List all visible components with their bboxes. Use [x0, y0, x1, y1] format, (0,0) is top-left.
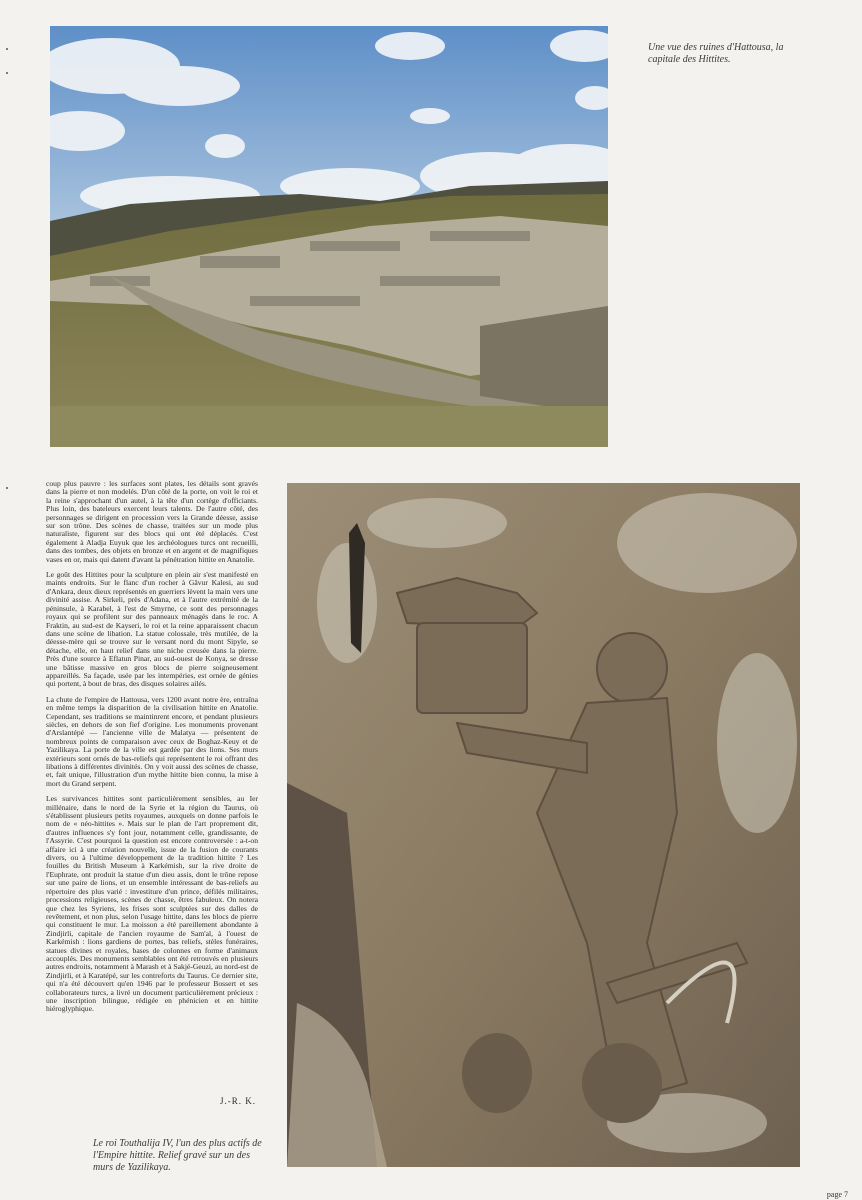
article-paragraph: Les survivances hittites sont particulièrement sensibles, au Ier millénaire, dans le nord de la Syrie et la région du Taurus, où s'établissent plusieurs petits royaumes, auxquels on donne parfois le nom de « néo-hittites ». Mais sur le plan de l'art proprement dit, d'autres influences s'y font jour, notamment celle, grandissante, de l'Assyrie. C'est pourquoi la question est encore controversée : a-t-on affaire ici à une création nouvelle, issue de la fusion de courants divers, ou à l'ultime développement de la tradition hittite ? Les fouilles du British Museum à Karkémish, sur la rive droite de l'Euphrate, ont produit la statue d'un dieu assis, dont le trône repose sur une paire de lions, et un ensemble intéressant de bas-reliefs au répertoire des plus varié : investiture d'un prince, défilés militaires, processions religieuses, scènes de chasse, êtres fabuleux. On notera que chez les Syriens, les frises sont sculptées sur des dalles de revêtement, et non plus, selon l'usage hittite, dans les blocs de pierre qui constituent le mur. La moisson a été pareillement abondante à Zindjirli, capitale de l'ancien royaume de Sam'al, à l'ouest de Karkémish : lions gardiens de portes, bas reliefs, stèles funéraires, statues divines et royales, bases de colonnes en forme d'animaux accouplés. Des monuments semblables ont été retrouvés en plusieurs autres endroits, notamment à Marash et à Sakjé-Geuzi, au nord-est de Zindjirli, et à Karatépé, sur les contreforts du Taurus. Ce dernier site, qui n'a été découvert qu'en 1946 par le professeur Bossert et ses collaborateurs turcs, a livré un document particulièrement précieux : une inscription bilingue, rédigée en phénicien et en hittite hiéroglyphique.: [46, 794, 258, 1014]
ruins-caption: Une vue des ruines d'Hattousa, la capitale des Hittites.: [648, 42, 784, 65]
margin-mark: [6, 48, 8, 50]
article-body: [46, 480, 258, 1021]
relief-caption: Le roi Touthalija IV, l'un des plus actifs de l'Empire hittite. Relief gravé sur un des murs de Yazilikaya.: [93, 1138, 262, 1173]
article-paragraph: Le goût des Hittites pour la sculpture en plein air s'est manifesté en maints endroits. Sur le flanc d'un rocher à Gâvur Kalesi, au sud d'Ankara, deux dieux représentés en guerriers lèvent la main vers une divinité assise. A Sirkeli, près d'Adana, et à l'autre extrémité de la péninsule, à Karabel, à l'est de Smyrne, ce sont des personnages royaux qui se profilent sur des panneaux ménagés dans le roc. A Fraktin, au sud-est de Kayseri, le roi et la reine apparaissent chacun dans une scène de libation. La statue colossale, très mutilée, de la déesse-mère qui se trouve sur le versant nord du mont Sipyle, se détache, elle, en haut relief dans une niche creusée dans la pierre. Près d'une source à Eflatun Pinar, au sud-ouest de Konya, se dresse une bâtisse massive en gros blocs de pierre soigneusement appareillés. Sa façade, usée par les intempéries, est ornée de génies qui portent, à bout de bras, des disques solaires ailés.: [46, 570, 258, 689]
page-number: page 7: [826, 1190, 848, 1199]
margin-mark: [6, 72, 8, 74]
author-signature: J.-R. K.: [220, 1096, 257, 1106]
article-paragraph: coup plus pauvre : les surfaces sont plates, les détails sont gravés dans la pierre et non modelés. D'un côté de la porte, on voit le roi et la reine s'approchant d'un autel, à la tête d'un cortège d'officiants. Plus loin, des bateleurs exercent leurs talents. De l'autre côté, des personnages se dirigent en procession vers la Grande déesse, assise sur son trône. Des scènes de chasse, traitées sur un mode plus naturaliste, figurent sur des blocs qui ont été déplacés. C'est également à Aladja Euyuk que les archéologues turcs ont recueilli, dans des tombes, des objets en bronze et en argent et de magnifiques vases en or, mais qui datent d'avant la pénétration hittite en Anatolie.: [46, 479, 258, 564]
margin-mark: [6, 487, 8, 489]
article-paragraph: La chute de l'empire de Hattousa, vers 1200 avant notre ère, entraîna en même temps la disparition de la civilisation hittite en Anatolie. Cependant, ses traditions se maintinrent encore, et pendant plusieurs siècles, en dehors de son fief d'origine. Les monuments provenant d'Arslantépé — l'ancienne ville de Malatya — présentent de nombreux points de comparaison avec ceux de Boghaz-Keuy et de Yazilikaya. La porte de la ville est gardée par des lions. Ses murs extérieurs sont ornés de bas-reliefs qui représentent le roi offrant des libations à différentes divinités. On y voit aussi des scènes de chasse, et, fait unique, l'illustration d'un mythe hittite bien connu, la mise à mort du Grand serpent.: [46, 694, 258, 788]
ruins-photo: [50, 26, 608, 447]
relief-photo: [287, 483, 800, 1167]
